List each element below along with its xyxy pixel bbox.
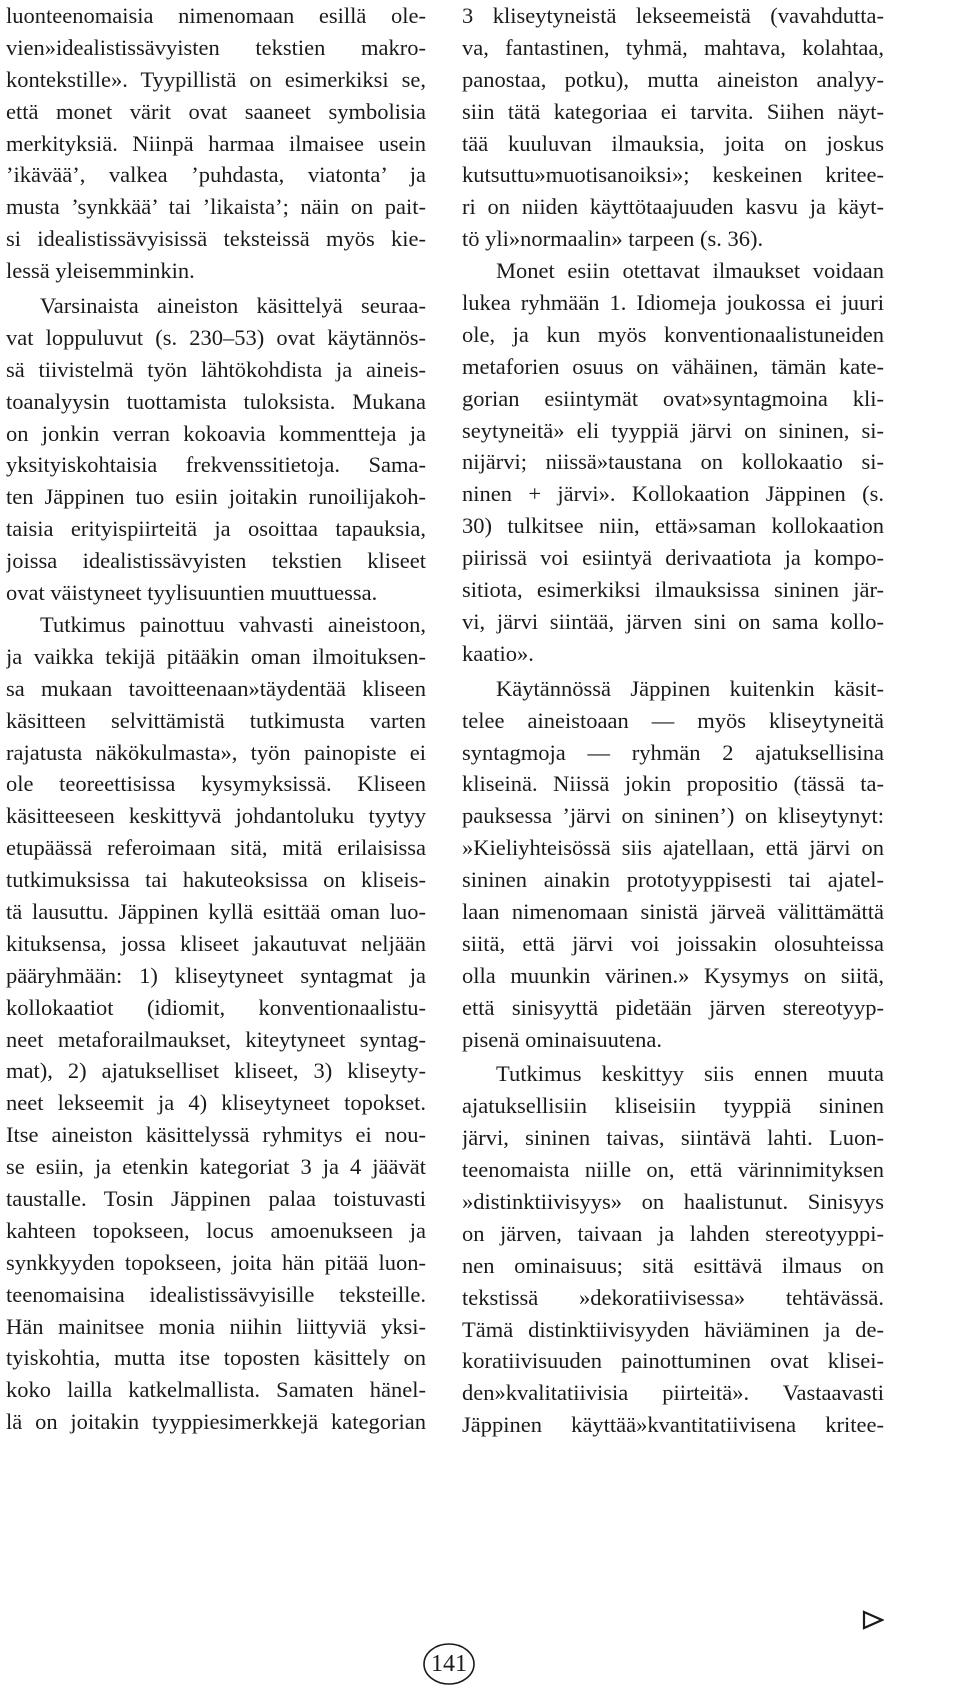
text-line: olla muunkin värinen.» Kysymys on siitä, <box>462 962 884 988</box>
text-line: Tutkimus keskittyy siis ennen muuta <box>496 1061 884 1087</box>
text-line: etupäässä referoimaan sitä, mitä erilaisissa <box>6 835 426 861</box>
text-line: siitä, että järvi voi joissakin olosuhteissa <box>462 930 884 956</box>
text-line: ovat väistyneet tyylisuuntien muuttuessa. <box>6 580 378 606</box>
text-line: teenomaisina idealistissävyisille teksteille. <box>6 1281 426 1307</box>
text-line: joissa idealistissävyisten tekstien kliseet <box>6 548 426 574</box>
text-line: se esiin, ja etenkin kategoriat 3 ja 4 jäävät <box>6 1154 426 1180</box>
text-line: Hän mainitsee monia niihin liittyviä yksi- <box>6 1313 426 1339</box>
text-line: kontekstille». Tyypillistä on esimerkiksi se, <box>6 66 426 92</box>
text-line: mat), 2) ajatukselliset kliseet, 3) kliseyty- <box>6 1058 426 1084</box>
text-line: panostaa, potku), mutta aineiston analyy- <box>462 66 884 92</box>
text-line: den»kvalitatiivisia piirteitä». Vastaavasti <box>462 1380 884 1406</box>
text-line: 3 kliseytyneistä lekseemeistä (vavahdutta- <box>462 3 884 28</box>
text-line: tutkimuksissa tai hakuteoksissa on kliseis- <box>6 867 426 893</box>
text-line: ninen + järvi». Kollokaation Jäppinen (s. <box>462 481 884 507</box>
text-line: vien»idealistissävyisten tekstien makro- <box>6 34 426 60</box>
text-line: lukea ryhmään 1. Idiomeja joukossa ei juuri <box>462 290 884 316</box>
triangle-right-icon <box>862 1610 884 1630</box>
text-line: seytyneitä» eli tyyppiä järvi on sininen, si- <box>462 417 884 443</box>
text-line: tyiskohtia, mutta itse toposten käsittely on <box>6 1345 426 1371</box>
text-line: si idealistissävyisissä teksteissä myös kie- <box>6 226 426 252</box>
text-line: Varsinaista aineiston käsittelyä seuraa- <box>40 293 426 319</box>
text-line: lessä yleisemminkin. <box>6 258 195 284</box>
text-line: taisia erityispiirteitä ja osoittaa tapauksia, <box>6 516 426 542</box>
text-line: lä on joitakin tyyppiesimerkkejä kategorian <box>6 1409 426 1435</box>
text-line: neet lekseemit ja 4) kliseytyneet topokset. <box>6 1090 426 1116</box>
text-line: Tutkimus painottuu vahvasti aineistoon, <box>40 611 426 637</box>
text-line: luonteenomaisia nimenomaan esillä ole- <box>6 3 426 28</box>
text-line: käsitteen selvittämistä tutkimusta varten <box>6 707 426 733</box>
text-line: koratiivisuuden painottuminen ovat klisei- <box>462 1348 884 1374</box>
text-line: va, fantastinen, tyhmä, mahtava, kolahtaa, <box>462 34 884 60</box>
text-line: pisenä ominaisuutena. <box>462 1026 662 1052</box>
text-line: ja vaikka tekijä pitääkin oman ilmoituksen- <box>6 643 426 669</box>
text-line: ole, ja kun myös konventionaalistuneiden <box>462 321 884 347</box>
text-line: Jäppinen käyttää»kvantitatiivisena kritee- <box>462 1412 884 1438</box>
text-line: telee aineistoaan — myös kliseytyneitä <box>462 707 884 733</box>
text-line: tä lausuttu. Jäppinen kyllä esittää oman luo- <box>6 898 426 924</box>
text-line: kahteen topokseen, locus amoenukseen ja <box>6 1217 426 1243</box>
text-line: sä tiivistelmä työn lähtökohdista ja aineis- <box>6 356 426 382</box>
text-line: kollokaatiot (idiomit, konventionaalistu- <box>6 994 426 1020</box>
text-line: järvi, sininen taivas, siintävä lahti. Luon- <box>462 1125 884 1151</box>
text-line: rajatusta näkökulmasta», työn painopiste ei <box>6 739 426 765</box>
text-line: musta ’synkkää’ tai ’likaista’; näin on pait- <box>6 194 426 220</box>
text-line: toanalyysin tuottamista tuloksista. Mukana <box>6 388 426 414</box>
text-line: taustalle. Tosin Jäppinen palaa toistuvasti <box>6 1185 426 1211</box>
text-line: että sinisyyttä pidetään järven stereotyyp- <box>462 994 884 1020</box>
text-line: »Kieliyhteisössä siis ajatellaan, että järvi on <box>462 835 884 861</box>
text-line: teenomaista niille on, että värinnimityksen <box>462 1157 884 1183</box>
text-line: Tämä distinktiivisyyden häviäminen ja de- <box>462 1316 884 1342</box>
text-line: 30) tulkitsee niin, että»saman kollokaation <box>462 513 884 539</box>
text-line: vat loppuluvut (s. 230–53) ovat käytännös- <box>6 324 426 350</box>
text-line: nen ominaisuus; sitä esittävä ilmaus on <box>462 1252 884 1278</box>
text-line: sininen ainakin prototyyppisesti tai ajatel- <box>462 867 884 893</box>
page-number <box>422 1641 476 1687</box>
text-line: yksityiskohtaisia frekvenssitietoja. Sama- <box>6 452 426 478</box>
text-line: kituksensa, jossa kliseet jakautuvat neljään <box>6 930 426 956</box>
text-line: piirissä voi esiintyä derivaatiota ja kompo- <box>462 545 884 571</box>
text-line: ri on niiden käyttötaajuuden kasvu ja käyt- <box>462 194 884 220</box>
text-line: pauksessa ’järvi on sininen’) on kliseytynyt: <box>462 803 884 829</box>
text-line: on järven, taivaan ja lahden stereotyyppi- <box>462 1220 884 1246</box>
text-line: metaforien osuus on vähäinen, tämän kate- <box>462 353 884 379</box>
text-line: että monet värit ovat saaneet symbolisia <box>6 98 426 124</box>
text-line: Käytännössä Jäppinen kuitenkin käsit- <box>496 675 884 701</box>
text-line: on jonkin verran kokoavia kommentteja ja <box>6 420 426 446</box>
text-line: neet metaforailmaukset, kiteytyneet syntag- <box>6 1026 426 1052</box>
text-line: tekstissä »dekoratiivisessa» tehtävässä. <box>462 1284 884 1310</box>
text-line: ole teoreettisissa kysymyksissä. Kliseen <box>6 771 426 797</box>
text-line: tö yli»normaalin» tarpeen (s. 36). <box>462 226 764 252</box>
text-line: laan nimenomaan sinistä järveä välittämättä <box>462 898 884 924</box>
text-line: gorian esiintymät ovat»syntagmoina kli- <box>462 385 884 411</box>
text-line: siin tätä kategoriaa ei tarvita. Siihen näyt- <box>462 98 884 124</box>
text-line: nijärvi; niissä»taustana on kollokaatio si- <box>462 449 884 475</box>
text-line: kaatio». <box>462 640 534 666</box>
text-line: synkkyyden topokseen, joita hän pitää luon- <box>6 1249 426 1275</box>
text-line: kliseinä. Niissä jokin propositio (tässä ta- <box>462 771 884 797</box>
text-line: Monet esiin otettavat ilmaukset voidaan <box>496 258 884 284</box>
right-column <box>462 0 884 1441</box>
text-line: vi, järvi siintää, järven sini on sama kollo- <box>462 608 884 634</box>
left-column <box>6 0 426 1438</box>
text-line: sitiota, esimerkiksi ilmauksissa sininen jär- <box>462 577 884 603</box>
text-line: koko lailla katkelmallista. Samaten hänel- <box>6 1377 426 1403</box>
text-line: merkityksiä. Niinpä harmaa ilmaisee usein <box>6 130 426 156</box>
text-line: ten Jäppinen tuo esiin joitakin runoilijakoh- <box>6 484 426 510</box>
text-line: tää kuuluvan ilmauksia, joita on joskus <box>462 130 884 156</box>
text-line: Itse aineiston käsittelyssä ryhmitys ei nou- <box>6 1122 426 1148</box>
text-line: sa mukaan tavoitteenaan»täydentää kliseen <box>6 675 426 701</box>
text-line: pääryhmään: 1) kliseytyneet syntagmat ja <box>6 962 426 988</box>
page-number-text: 141 <box>431 1650 467 1677</box>
text-line: käsitteeseen keskittyvä johdantoluku tyytyy <box>6 803 426 829</box>
text-line: ’ikävää’, valkea ’puhdasta, viatonta’ ja <box>6 162 426 188</box>
text-line: syntagmoja — ryhmän 2 ajatuksellisina <box>462 739 884 765</box>
text-line: kutsuttu»muotisanoiksi»; keskeinen kritee- <box>462 162 884 188</box>
text-line: »distinktiivisyys» on haalistunut. Sinisyys <box>462 1189 884 1214</box>
text-line: ajatuksellisiin kliseisiin tyyppiä sininen <box>462 1093 884 1119</box>
